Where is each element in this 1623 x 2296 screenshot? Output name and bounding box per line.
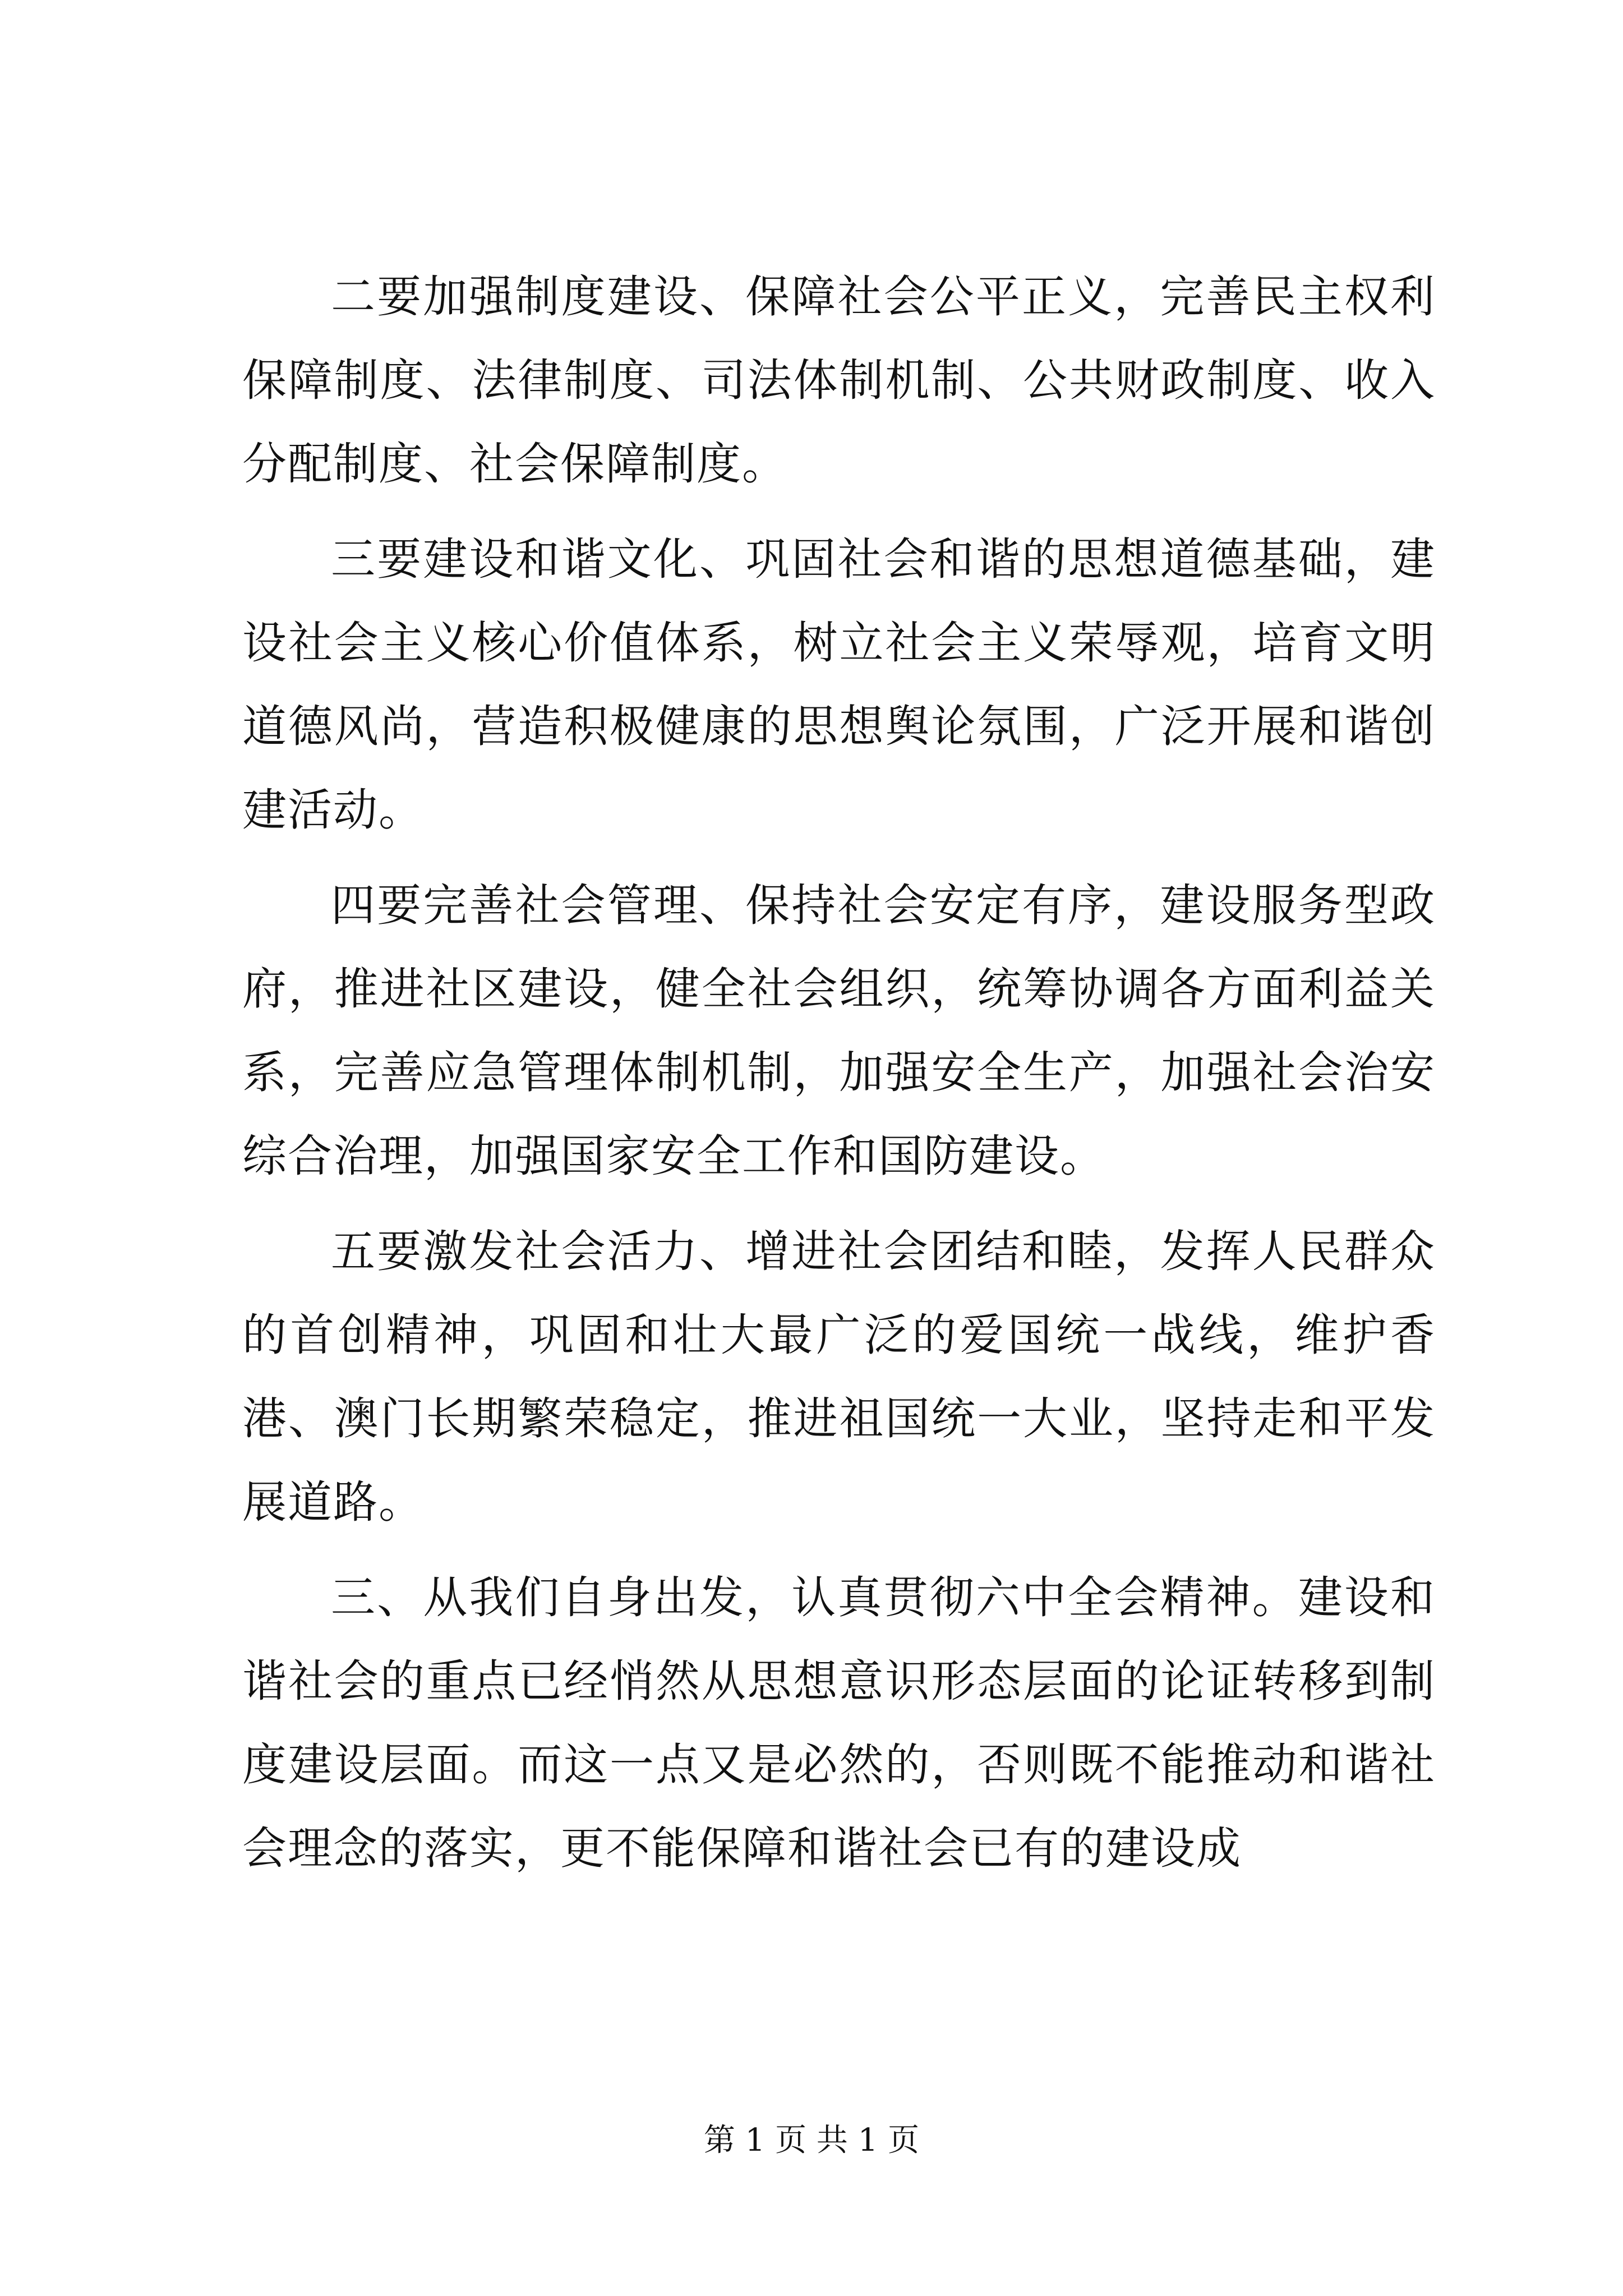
page-footer: 第 1 页 共 1 页 xyxy=(703,2122,920,2159)
paragraph-3: 三要建设和谐文化、巩固社会和谐的思想道德基础，建设社会主义核心价值体系，树立社会主义荣辱观，培育文明道德风尚，营造积极健康的思想舆论氛围，广泛开展和谐创建活动。 xyxy=(242,533,1436,836)
paragraph-4: 四要完善社会管理、保持社会安定有序，建设服务型政府，推进社区建设，健全社会组织，统筹协调各方面利益关系，完善应急管理体制机制，加强安全生产，加强社会治安综合治理，加强国家安全工作和国防建设。 xyxy=(242,880,1436,1182)
paragraph-section-3: 三、从我们自身出发，认真贯彻六中全会精神。建设和谐社会的重点已经悄然从思想意识形态层面的论证转移到制度建设层面。而这一点又是必然的，否则既不能推动和谐社会理念的落实，更不能保障和谐社会已有的建设成 xyxy=(242,1572,1436,1874)
paragraph-5: 五要激发社会活力、增进社会团结和睦，发挥人民群众的首创精神，巩固和壮大最广泛的爱国统一战线，维护香港、澳门长期繁荣稳定，推进祖国统一大业，坚持走和平发展道路。 xyxy=(242,1226,1436,1528)
document-body xyxy=(242,255,1436,1902)
paragraph-2: 二要加强制度建设、保障社会公平正义，完善民主权利保障制度、法律制度、司法体制机制、公共财政制度、收入分配制度、社会保障制度。 xyxy=(242,271,1436,490)
